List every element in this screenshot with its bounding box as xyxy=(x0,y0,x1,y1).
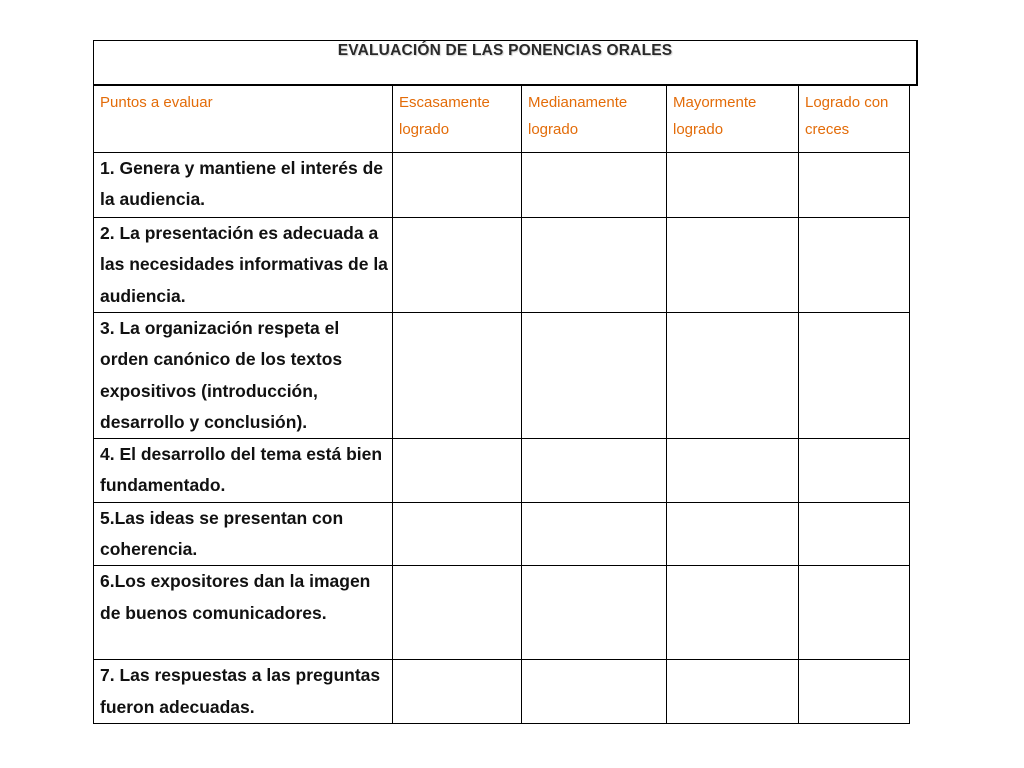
rating-cell-con-creces[interactable] xyxy=(799,313,910,439)
rating-cell-escasamente[interactable] xyxy=(393,660,522,724)
rating-cell-escasamente[interactable] xyxy=(393,566,522,660)
rating-cell-medianamente[interactable] xyxy=(522,313,667,439)
rating-cell-con-creces[interactable] xyxy=(799,660,910,724)
document-title: EVALUACIÓN DE LAS PONENCIAS ORALES xyxy=(337,42,673,59)
header-logrado-con-creces: Logrado con creces xyxy=(799,86,910,153)
rating-cell-medianamente[interactable] xyxy=(522,218,667,313)
criterion-cell: 1. Genera y mantiene el interés de la audiencia. xyxy=(94,153,393,218)
criterion-cell: 3. La organización respeta el orden canónico de los textos expositivos (introducción, desarrollo y conclusión). xyxy=(94,313,393,439)
header-medianamente-logrado: Medianamente logrado xyxy=(522,86,667,153)
rating-cell-con-creces[interactable] xyxy=(799,153,910,218)
rating-cell-escasamente[interactable] xyxy=(393,313,522,439)
rating-cell-mayormente[interactable] xyxy=(667,153,799,218)
evaluation-table xyxy=(93,85,910,724)
table-row xyxy=(94,313,910,439)
table-row xyxy=(94,439,910,503)
header-mayormente-logrado: Mayormente logrado xyxy=(667,86,799,153)
criterion-cell: 4. El desarrollo del tema está bien fundamentado. xyxy=(94,439,393,503)
rating-cell-con-creces[interactable] xyxy=(799,439,910,503)
rating-cell-medianamente[interactable] xyxy=(522,153,667,218)
rating-cell-escasamente[interactable] xyxy=(393,153,522,218)
rating-cell-mayormente[interactable] xyxy=(667,566,799,660)
rating-cell-mayormente[interactable] xyxy=(667,502,799,566)
rating-cell-medianamente[interactable] xyxy=(522,439,667,503)
rating-cell-medianamente[interactable] xyxy=(522,566,667,660)
table-row xyxy=(94,218,910,313)
header-escasamente-logrado: Escasamente logrado xyxy=(393,86,522,153)
rating-cell-escasamente[interactable] xyxy=(393,439,522,503)
rating-cell-con-creces[interactable] xyxy=(799,502,910,566)
rating-cell-mayormente[interactable] xyxy=(667,660,799,724)
table-row xyxy=(94,566,910,660)
header-row xyxy=(94,86,910,153)
criterion-cell: 6.Los expositores dan la imagen de buenos comunicadores. xyxy=(94,566,393,660)
criterion-cell: 2. La presentación es adecuada a las necesidades informativas de la audiencia. xyxy=(94,218,393,313)
table-row xyxy=(94,660,910,724)
table-row xyxy=(94,153,910,218)
title-box xyxy=(93,40,918,86)
criterion-cell: 7. Las respuestas a las preguntas fueron adecuadas. xyxy=(94,660,393,724)
table-row xyxy=(94,502,910,566)
header-puntos-a-evaluar: Puntos a evaluar xyxy=(94,86,393,153)
rating-cell-escasamente[interactable] xyxy=(393,502,522,566)
rating-cell-mayormente[interactable] xyxy=(667,439,799,503)
rating-cell-medianamente[interactable] xyxy=(522,660,667,724)
rating-cell-escasamente[interactable] xyxy=(393,218,522,313)
rating-cell-con-creces[interactable] xyxy=(799,566,910,660)
rating-cell-medianamente[interactable] xyxy=(522,502,667,566)
rating-cell-mayormente[interactable] xyxy=(667,218,799,313)
rating-cell-mayormente[interactable] xyxy=(667,313,799,439)
rating-cell-con-creces[interactable] xyxy=(799,218,910,313)
criterion-cell: 5.Las ideas se presentan con coherencia. xyxy=(94,502,393,566)
